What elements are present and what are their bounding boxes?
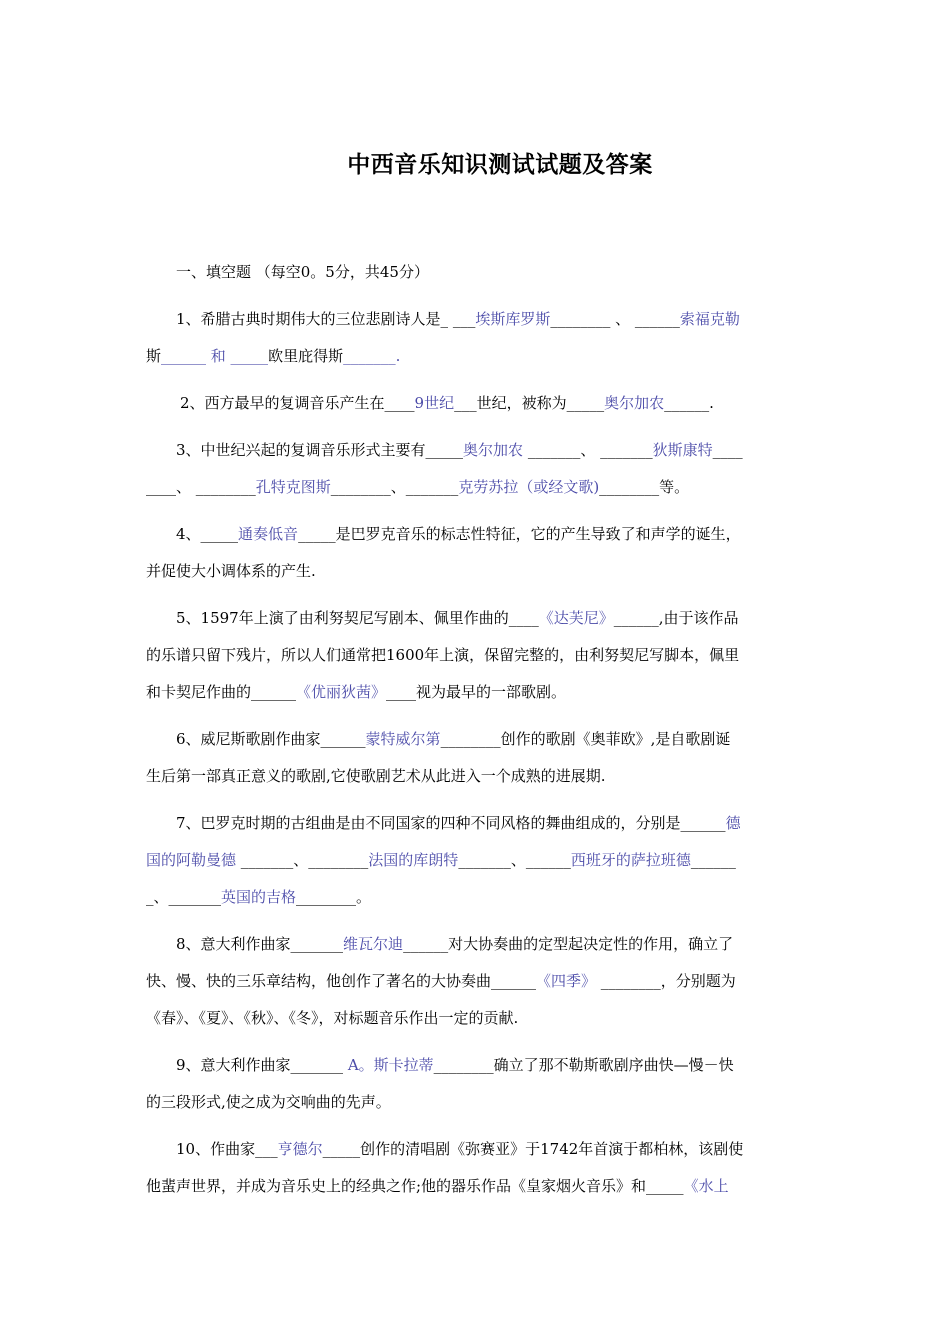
question-text: ________创作的歌剧《奥菲欧》,是自歌剧诞 <box>440 730 731 748</box>
question-text: 和卡契尼作曲的______ <box>146 683 297 701</box>
answer-text: 奥尔加农 <box>604 394 665 412</box>
answer-text: 国的阿勒曼德 <box>146 851 237 869</box>
question-text: _______、 _______ <box>523 441 653 459</box>
question-text: _______、______ <box>458 851 571 869</box>
question-text: 斯 <box>146 347 162 365</box>
question-text: ____ <box>712 441 743 459</box>
text-line <box>176 608 739 628</box>
text-line <box>176 1055 734 1075</box>
text-line <box>176 440 743 460</box>
question-text: 快、慢、快的三乐章结构，他创作了著名的大协奏曲______ <box>146 972 537 990</box>
question-text: 生后第一部真正意义的歌剧,它使歌剧艺术从此进入一个成熟的进展期. <box>146 767 606 785</box>
question-text: 9、意大利作曲家_______ <box>176 1056 348 1074</box>
answer-text: 《水上 <box>683 1177 729 1195</box>
question-text: 5、1597年上演了由利努契尼写剧本、佩里作曲的____ <box>176 609 539 627</box>
question-text: ______ <box>690 851 736 869</box>
question-text: ___世纪，被称为_____ <box>454 394 605 412</box>
answer-text: 蒙特威尔第 <box>365 730 441 748</box>
answer-text: 英国的吉格 <box>221 888 297 906</box>
text-line <box>146 1008 518 1028</box>
text-line <box>176 524 741 544</box>
answer-text: 克劳苏拉（或经文歌) <box>458 478 600 496</box>
answer-text: 索福克勒 <box>679 310 740 328</box>
question-text: 8、意大利作曲家_______ <box>176 935 344 953</box>
text-line <box>146 346 400 366</box>
text-line <box>146 645 739 665</box>
question-text: ____、 ________ <box>146 478 256 496</box>
answer-text: 亨德尔 <box>277 1140 323 1158</box>
answer-text: 德 <box>725 814 741 832</box>
text-line <box>146 1176 729 1196</box>
question-text: ________确立了那不勒斯歌剧序曲快—慢－快 <box>433 1056 734 1074</box>
question-text: _______、________ <box>236 851 369 869</box>
question-text: 一、填空题 （每空0。5分，共45分） <box>176 263 429 281</box>
question-text: 6、威尼斯歌剧作曲家______ <box>176 730 366 748</box>
answer-text: 狄斯康特 <box>652 441 713 459</box>
answer-text: 维瓦尔迪 <box>343 935 404 953</box>
question-text: 并促使大小调体系的产生. <box>146 562 316 580</box>
answer-text: ______ 和 _____ <box>161 347 269 365</box>
question-text: 他蜚声世界，并成为音乐史上的经典之作;他的器乐作品《皇家烟火音乐》和_____ <box>146 1177 684 1195</box>
answer-text: 西班牙的萨拉班德 <box>570 851 691 869</box>
answer-text: 《达芙尼》 <box>538 609 614 627</box>
text-line <box>146 887 371 907</box>
text-line <box>176 309 740 329</box>
question-text: 3、中世纪兴起的复调音乐形式主要有_____ <box>176 441 464 459</box>
answer-text: 埃斯库罗斯 <box>475 310 551 328</box>
answer-text: 《优丽狄茜》 <box>296 683 387 701</box>
answer-text: 奥尔加农 <box>463 441 524 459</box>
page-title: 中西音乐知识测试试题及答案 <box>347 151 653 178</box>
text-line <box>146 477 689 497</box>
question-text: ________、_______ <box>330 478 459 496</box>
answer-text: 《四季》 <box>536 972 597 990</box>
question-text: 2、西方最早的复调音乐产生在____ <box>180 394 415 412</box>
question-text: 1、希腊古典时期伟大的三位悲剧诗人是_ ___ <box>176 310 476 328</box>
question-text: ________。 <box>296 888 372 906</box>
question-text: _____是巴罗克音乐的标志性特征，它的产生导致了和声学的诞生， <box>298 525 741 543</box>
answer-text: 通奏低音 <box>238 525 299 543</box>
question-text: 的乐谱只留下残片，所以人们通常把1600年上演，保留完整的，由利努契尼写脚本，佩里 <box>146 646 740 664</box>
answer-text: 法国的库朗特 <box>368 851 459 869</box>
text-line <box>176 934 733 954</box>
question-text: _、_______ <box>146 888 222 906</box>
text-line <box>176 813 741 833</box>
question-text: 7、巴罗克时期的古组曲是由不同国家的四种不同风格的舞曲组成的，分别是______ <box>176 814 726 832</box>
question-text: 4、_____ <box>176 525 239 543</box>
text-line <box>180 393 714 413</box>
text-line <box>146 850 736 870</box>
question-text: ________，分别题为 <box>596 972 736 990</box>
question-text: ________等。 <box>599 478 690 496</box>
question-text: 《春》、《夏》、《秋》、《冬》，对标题音乐作出一定的贡献. <box>146 1009 519 1027</box>
question-text: ______. <box>664 394 714 412</box>
text-line <box>146 766 606 786</box>
question-text: 的三段形式,使之成为交响曲的先声。 <box>146 1093 391 1111</box>
question-text: _____创作的清唱剧《弥赛亚》于1742年首演于都柏林，该剧使 <box>322 1140 744 1158</box>
answer-text: A。斯卡拉蒂 <box>347 1056 434 1074</box>
text-line <box>146 971 736 991</box>
answer-text: 孔特克图斯 <box>255 478 331 496</box>
text-line <box>176 262 429 282</box>
question-text: ______,由于该作品 <box>613 609 739 627</box>
answer-text: _______. <box>343 347 401 365</box>
text-line <box>146 1092 391 1112</box>
answer-text: 9世纪 <box>414 394 455 412</box>
question-text: ________ 、 ______ <box>550 310 680 328</box>
text-line <box>176 1139 743 1159</box>
text-line <box>146 682 566 702</box>
question-text: 欧里庇得斯 <box>268 347 344 365</box>
question-text: ______对大协奏曲的定型起决定性的作用，确立了 <box>403 935 734 953</box>
text-line <box>146 561 316 581</box>
question-text: 10、作曲家___ <box>176 1140 278 1158</box>
question-text: ____视为最早的一部歌剧。 <box>386 683 567 701</box>
text-line <box>176 729 730 749</box>
